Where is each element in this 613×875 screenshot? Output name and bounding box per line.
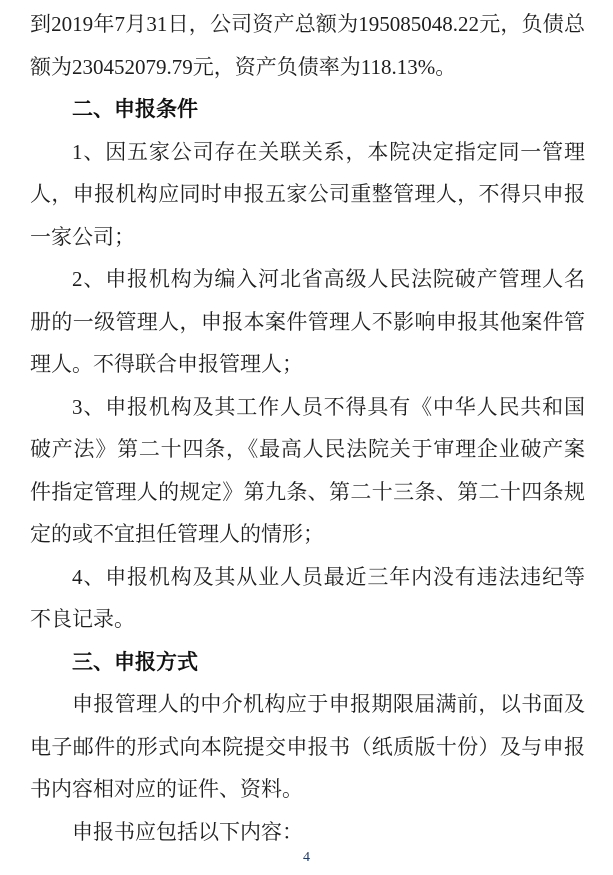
para-asset-liability-summary: 到2019年7月31日，公司资产总额为195085048.22元，负债总额为230452079.79元，资产负债率为118.13%。 — [30, 12, 585, 79]
para-condition-4: 4、申报机构及其从业人员最近三年内没有违法违纪等不良记录。 — [30, 564, 585, 631]
para-application-contents-intro: 申报书应包括以下内容： — [72, 819, 303, 844]
para-condition-1: 1、因五家公司存在关联关系，本院决定指定同一管理人，申报机构应同时申报五家公司重整管理人，不得只申报一家公司； — [30, 139, 585, 249]
para-condition-2: 2、申报机构为编入河北省高级人民法院破产管理人名册的一级管理人，申报本案件管理人不影响申报其他案件管理人。不得联合申报管理人； — [30, 267, 585, 376]
heading-application-method: 三、申报方式 — [72, 649, 198, 674]
page-number: 4 — [303, 850, 310, 865]
para-condition-3: 3、申报机构及其工作人员不得具有《中华人民共和国破产法》第二十四条，《最高人民法院关于审理企业破产案件指定管理人的规定》第九条、第二十三条、第二十四条规定的或不宜担任管理人的情形； — [30, 394, 585, 546]
para-method-description: 申报管理人的中介机构应于申报期限届满前，以书面及电子邮件的形式向本院提交申报书（纸质版十份）及与申报书内容相对应的证件、资料。 — [30, 692, 585, 801]
heading-application-conditions: 二、申报条件 — [72, 97, 198, 121]
